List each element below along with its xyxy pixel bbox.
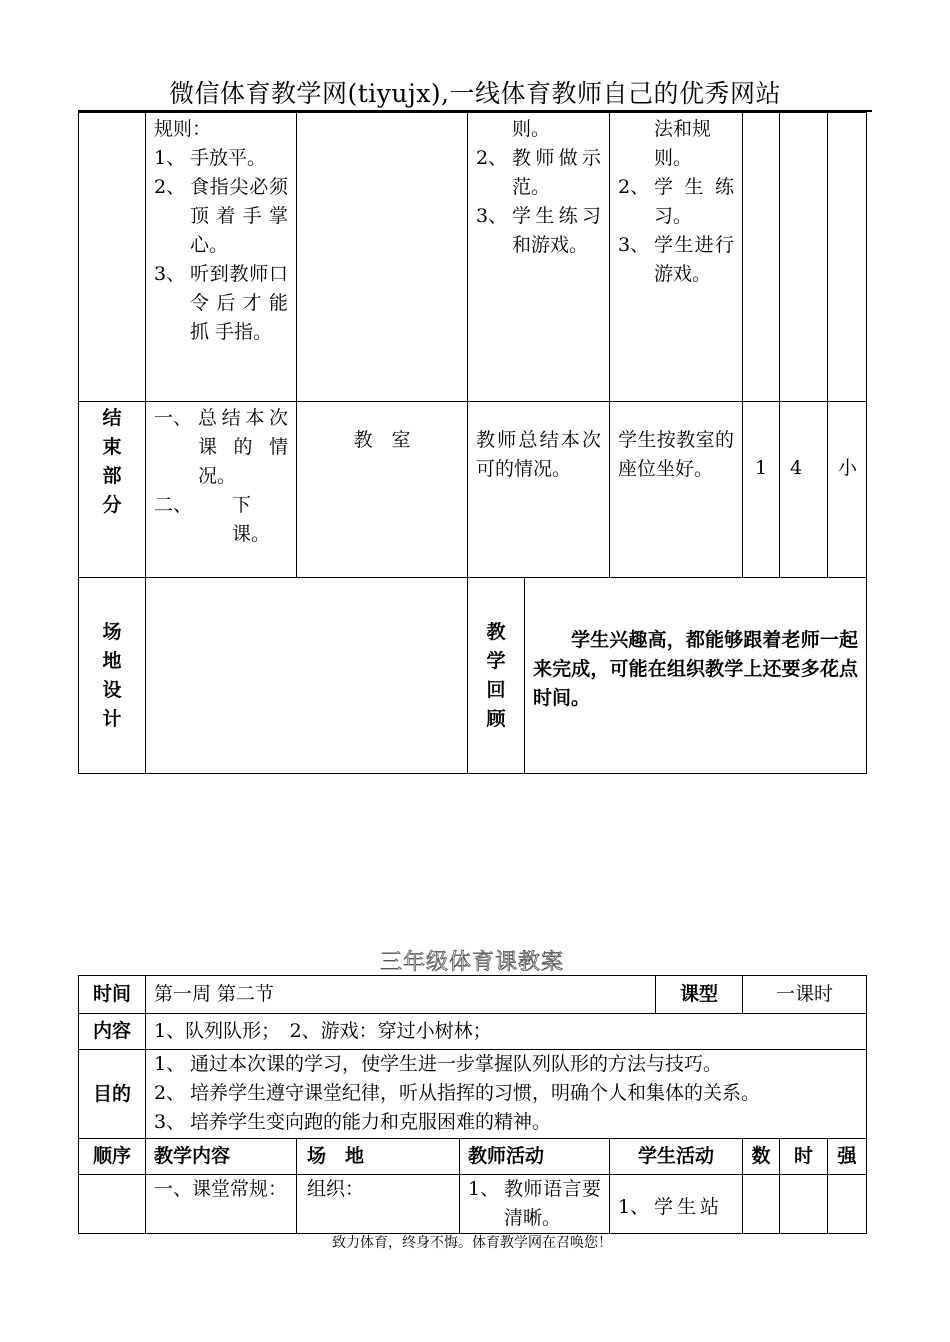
content-cell	[146, 113, 297, 402]
rule-item: 3、 听到教师口令后才能 抓 手指。	[154, 263, 288, 343]
header-count: 数	[743, 1139, 780, 1175]
end-content-cell	[146, 402, 297, 578]
end-teacher-text: 教师总结本次可的情况。	[476, 429, 601, 480]
end-count-cell	[743, 402, 780, 578]
end-item: 二、 下课。	[154, 494, 271, 545]
type-value: 一课时	[743, 976, 867, 1014]
student-activity-cell	[610, 113, 743, 402]
end-part-label: 结 束 部 分	[79, 402, 146, 578]
teacher-lead: 则。	[512, 118, 551, 140]
goal-item: 2、 培养学生遵守课堂纪律，听从指挥的习惯，明确个人和集体的关系。	[154, 1082, 761, 1104]
goal-item: 3、 培养学生变向跑的能力和克服困难的精神。	[154, 1111, 552, 1133]
content-label: 内容	[79, 1014, 146, 1050]
row-student: 1、 学生站	[610, 1175, 743, 1234]
header-time: 时	[780, 1139, 828, 1175]
row-count	[743, 1175, 780, 1234]
end-teacher-cell	[468, 402, 610, 578]
end-venue-cell	[297, 402, 468, 578]
end-count: 1	[754, 457, 768, 479]
review-text: 学生兴趣高，都能够跟着老师一起来完成，可能在组织教学上还要多花点时间。	[533, 629, 858, 709]
venue-cell	[297, 113, 468, 402]
teacher-item: 2、 教师做示范。	[476, 147, 601, 198]
time-cell	[780, 113, 828, 402]
time-value: 第一周 第二节	[154, 983, 275, 1005]
goal-item: 1、 通过本次课的学习，使学生进一步掌握队列队形的方法与技巧。	[154, 1053, 723, 1075]
header-venue: 场 地	[297, 1139, 460, 1175]
row-venue: 组织：	[297, 1175, 460, 1234]
header-student: 学生活动	[610, 1139, 743, 1175]
review-cell	[468, 578, 867, 774]
end-time: 4	[790, 457, 803, 479]
order-cell	[79, 113, 146, 402]
rule-item: 2、 食指尖必须顶着手掌心。	[154, 176, 288, 256]
header-content: 教学内容	[146, 1139, 297, 1175]
end-intensity: 小	[838, 457, 858, 479]
end-venue: 教 室	[353, 429, 411, 451]
site-design-area	[146, 578, 468, 774]
end-student-text: 学生按教室的座位坐好。	[618, 429, 734, 480]
header-teacher: 教师活动	[460, 1139, 610, 1175]
header-order: 顺序	[79, 1139, 146, 1175]
row-content: 一、课堂常规：	[146, 1175, 297, 1234]
time-value-row	[146, 976, 743, 1014]
page-footer: 致力体育，终身不悔。体育教学网在召唤您！	[332, 1235, 612, 1251]
lesson-table-continued	[78, 112, 867, 774]
rules-title: 规则：	[154, 118, 212, 140]
end-intensity-cell	[828, 402, 867, 578]
lesson-plan-subtitle: 三年级体育课教案	[379, 950, 564, 975]
header-intensity: 强	[828, 1139, 867, 1175]
site-design-label: 场 地 设 计	[79, 578, 146, 774]
teacher-activity-cell	[468, 113, 610, 402]
goal-label: 目的	[79, 1050, 146, 1139]
rule-item: 1、 手放平。	[154, 147, 267, 169]
student-item: 3、 学生进行游戏。	[618, 234, 734, 285]
row-time	[780, 1175, 828, 1234]
row-intensity	[828, 1175, 867, 1234]
end-time-cell	[780, 402, 828, 578]
intensity-cell	[828, 113, 867, 402]
count-cell	[743, 113, 780, 402]
student-lead: 法和规则。	[654, 118, 712, 169]
time-label: 时间	[79, 976, 146, 1014]
page-header: 微信体育教学网(tiyujx),一线体育教师自己的优秀网站	[168, 79, 782, 108]
row-order	[79, 1175, 146, 1234]
lesson-table-new	[78, 975, 867, 1234]
student-item: 2、 学生练习。	[618, 176, 734, 227]
teacher-item: 3、 学生练习和游戏。	[476, 205, 601, 256]
type-label: 课型	[655, 976, 742, 1013]
review-label: 教 学 回 顾	[468, 578, 525, 773]
content-value: 1、队列队形； 2、游戏：穿过小树林；	[146, 1014, 867, 1050]
row-teacher: 1、 教师语言要清晰。	[460, 1175, 610, 1234]
end-item: 一、 总结本次课的情况。	[154, 407, 288, 487]
end-student-cell	[610, 402, 743, 578]
goal-list	[146, 1050, 867, 1139]
